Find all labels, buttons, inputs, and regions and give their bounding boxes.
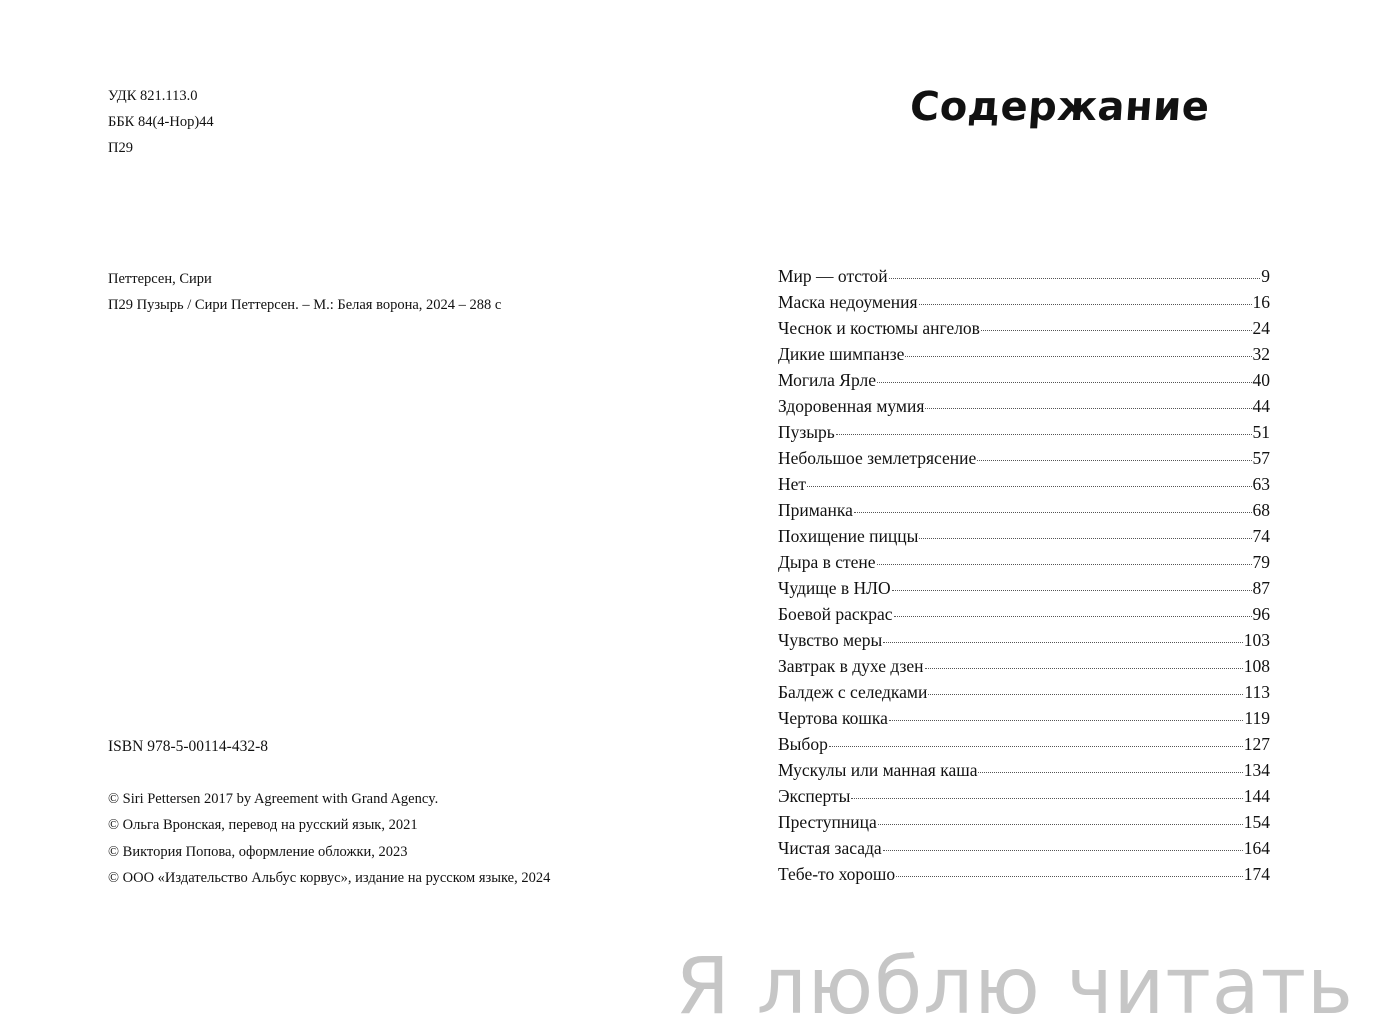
copyright-line: © Ольга Вронская, перевод на русский язык, 2021 [108,817,418,833]
toc-dot-leader [905,356,1251,357]
toc-entry [778,656,1270,682]
toc-dot-leader [829,746,1243,747]
bibliographic-record: П29 Пузырь / Сири Петтерсен. – М.: Белая ворона, 2024 – 288 с [108,297,502,313]
toc-entry-page: 63 [1252,474,1270,494]
toc-entry-title: Мир — отстой [778,266,888,286]
toc-dot-leader [919,538,1251,539]
toc-entry-page: 108 [1243,656,1270,676]
toc-title: Содержание [908,84,1212,130]
isbn: ISBN 978-5-00114-432-8 [108,738,269,755]
toc-entry [778,396,1270,422]
toc-entry-page: 174 [1243,864,1270,884]
toc-dot-leader [892,590,1252,591]
toc-entry [778,526,1270,552]
toc-entry-page: 103 [1243,630,1270,650]
toc-entry [778,500,1270,526]
toc-entry [778,474,1270,500]
toc-dot-leader [836,434,1252,435]
toc-entry-page: 96 [1252,604,1270,624]
toc-entry-title: Тебе-то хорошо [778,864,896,884]
toc-entry-title: Приманка [778,500,853,520]
toc-entry-title: Дыра в стене [778,552,876,572]
toc-entry-title: Небольшое землетрясение [778,448,977,468]
toc-entry-title: Чеснок и костюмы ангелов [778,318,980,338]
toc-entry-page: 32 [1252,344,1270,364]
toc-entry-page: 57 [1252,448,1270,468]
toc-entry-title: Чистая засада [778,838,882,858]
toc-entry-page: 16 [1252,292,1270,312]
toc-entry [778,578,1270,604]
toc-entry-title: Завтрак в духе дзен [778,656,924,676]
toc-entry [778,266,1270,292]
table-of-contents [778,266,1270,890]
toc-entry-page: 154 [1243,812,1270,832]
toc-entry [778,682,1270,708]
toc-entry [778,734,1270,760]
toc-entry-title: Здоровенная мумия [778,396,925,416]
copyright-line: © Виктория Попова, оформление обложки, 2023 [108,844,408,860]
toc-entry-title: Чертова кошка [778,708,888,728]
copyright-line: © Siri Pettersen 2017 by Agreement with Grand Agency. [108,791,439,807]
toc-entry-title: Дикие шимпанзе [778,344,905,364]
udk-code: УДК 821.113.0 [108,88,198,104]
toc-entry [778,708,1270,734]
toc-dot-leader [928,694,1243,695]
toc-dot-leader [877,564,1252,565]
toc-entry-title: Эксперты [778,786,851,806]
toc-entry-title: Боевой раскрас [778,604,893,624]
toc-dot-leader [883,850,1243,851]
imprint-page [108,0,708,1033]
toc-entry [778,630,1270,656]
toc-entry-page: 9 [1261,266,1270,286]
toc-dot-leader [925,408,1251,409]
toc-entry [778,292,1270,318]
author-name: Петтерсен, Сири [108,271,212,287]
copyright-line: © ООО «Издательство Альбус корвус», издание на русском языке, 2024 [108,870,551,886]
toc-entry [778,604,1270,630]
toc-entry-title: Маска недоумения [778,292,918,312]
toc-dot-leader [919,304,1252,305]
toc-dot-leader [807,486,1251,487]
toc-entry-page: 74 [1252,526,1270,546]
toc-entry-title: Балдеж с селедками [778,682,928,702]
toc-dot-leader [854,512,1252,513]
toc-entry [778,552,1270,578]
toc-entry-page: 40 [1252,370,1270,390]
toc-entry-page: 119 [1244,708,1270,728]
toc-dot-leader [878,824,1243,825]
toc-entry-page: 68 [1252,500,1270,520]
bbk-code: ББК 84(4-Нор)44 [108,114,214,130]
toc-entry-title: Преступница [778,812,877,832]
toc-entry-page: 24 [1252,318,1270,338]
toc-dot-leader [896,876,1243,877]
toc-entry-page: 144 [1243,786,1270,806]
toc-dot-leader [889,278,1261,279]
toc-entry [778,786,1270,812]
toc-entry-page: 87 [1252,578,1270,598]
toc-dot-leader [977,460,1251,461]
toc-entry [778,812,1270,838]
toc-dot-leader [877,382,1252,383]
toc-entry-title: Могила Ярле [778,370,876,390]
toc-entry [778,344,1270,370]
toc-entry [778,838,1270,864]
toc-entry-title: Пузырь [778,422,835,442]
toc-entry-title: Мускулы или манная каша [778,760,978,780]
toc-dot-leader [981,330,1252,331]
watermark: Я люблю читать [675,942,1354,1032]
toc-entry-title: Чудище в НЛО [778,578,891,598]
toc-entry-page: 79 [1252,552,1270,572]
toc-entry [778,760,1270,786]
toc-entry-page: 113 [1244,682,1270,702]
author-mark: П29 [108,140,133,156]
toc-entry-page: 134 [1243,760,1270,780]
toc-entry [778,318,1270,344]
toc-entry [778,864,1270,890]
toc-dot-leader [894,616,1252,617]
toc-dot-leader [851,798,1242,799]
toc-entry-title: Похищение пиццы [778,526,919,546]
toc-dot-leader [978,772,1242,773]
toc-entry [778,370,1270,396]
toc-dot-leader [889,720,1244,721]
toc-entry-title: Выбор [778,734,828,754]
toc-entry-page: 164 [1243,838,1270,858]
toc-dot-leader [925,668,1243,669]
toc-entry-page: 127 [1243,734,1270,754]
toc-entry [778,422,1270,448]
toc-entry [778,448,1270,474]
toc-entry-page: 51 [1252,422,1270,442]
toc-entry-page: 44 [1252,396,1270,416]
toc-dot-leader [883,642,1242,643]
toc-entry-title: Чувство меры [778,630,883,650]
toc-entry-title: Нет [778,474,807,494]
